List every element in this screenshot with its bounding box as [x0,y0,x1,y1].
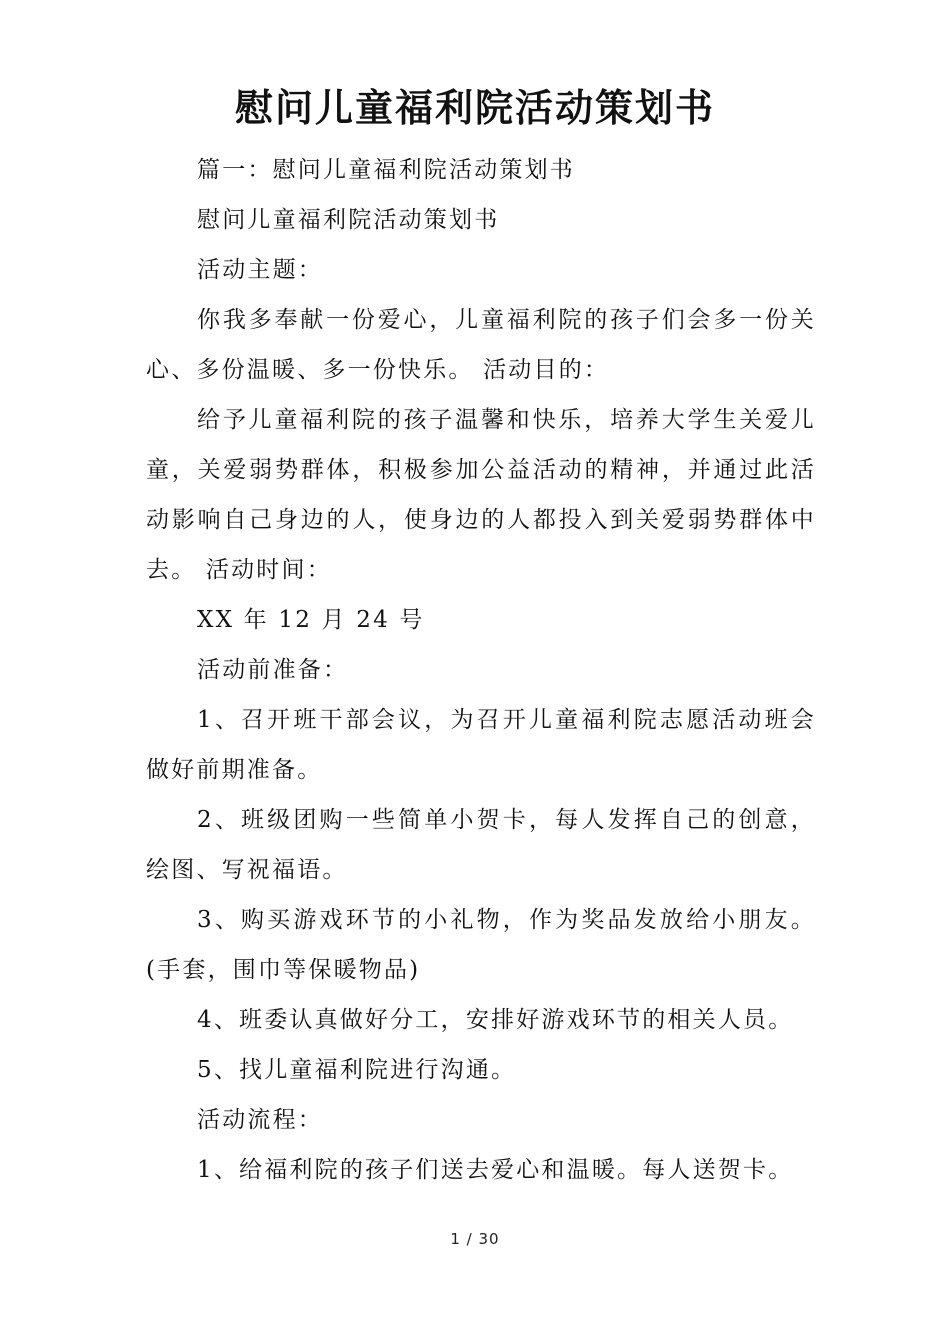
paragraph-date: XX 年 12 月 24 号 [197,607,425,633]
paragraph-prep-item-5: 5、找儿童福利院进行沟通。 [197,1057,517,1083]
document-body [146,145,816,1195]
paragraph-process-item-1: 1、给福利院的孩子们送去爱心和温暖。每人送贺卡。 [197,1157,794,1183]
paragraph-prep-item-1: 1、召开班干部会议，为召开儿童福利院志愿活动班会做好前期准备。 [146,707,816,783]
paragraph-prep-item-2: 2、班级团购一些简单小贺卡，每人发挥自己的创意，绘图、写祝福语。 [146,807,816,883]
paragraph-theme: 你我多奉献一份爱心，儿童福利院的孩子们会多一份关心、多份温暖、多一份快乐。 活动目的： [146,307,816,383]
paragraph-preparation-label: 活动前准备： [197,657,349,683]
paragraph-prep-item-3: 3、购买游戏环节的小礼物，作为奖品发放给小朋友。(手套，围巾等保暖物品) [146,907,816,983]
paragraph-subtitle: 慰问儿童福利院活动策划书 [197,207,500,233]
paragraph-purpose: 给予儿童福利院的孩子温馨和快乐，培养大学生关爱儿童，关爱弱势群体，积极参加公益活动的精神，并通过此活动影响自己身边的人，使身边的人都投入到关爱弱势群体中去。 活动时间： [146,407,816,583]
paragraph-theme-label: 活动主题： [197,257,323,283]
page-indicator: 1 / 30 [450,1230,500,1248]
document-title: 慰问儿童福利院活动策划书 [234,85,715,130]
paragraph-process-label: 活动流程： [197,1107,323,1133]
paragraph-prep-item-4: 4、班委认真做好分工，安排好游戏环节的相关人员。 [197,1007,794,1033]
paragraph-heading-chapter: 篇一：慰问儿童福利院活动策划书 [197,157,575,183]
